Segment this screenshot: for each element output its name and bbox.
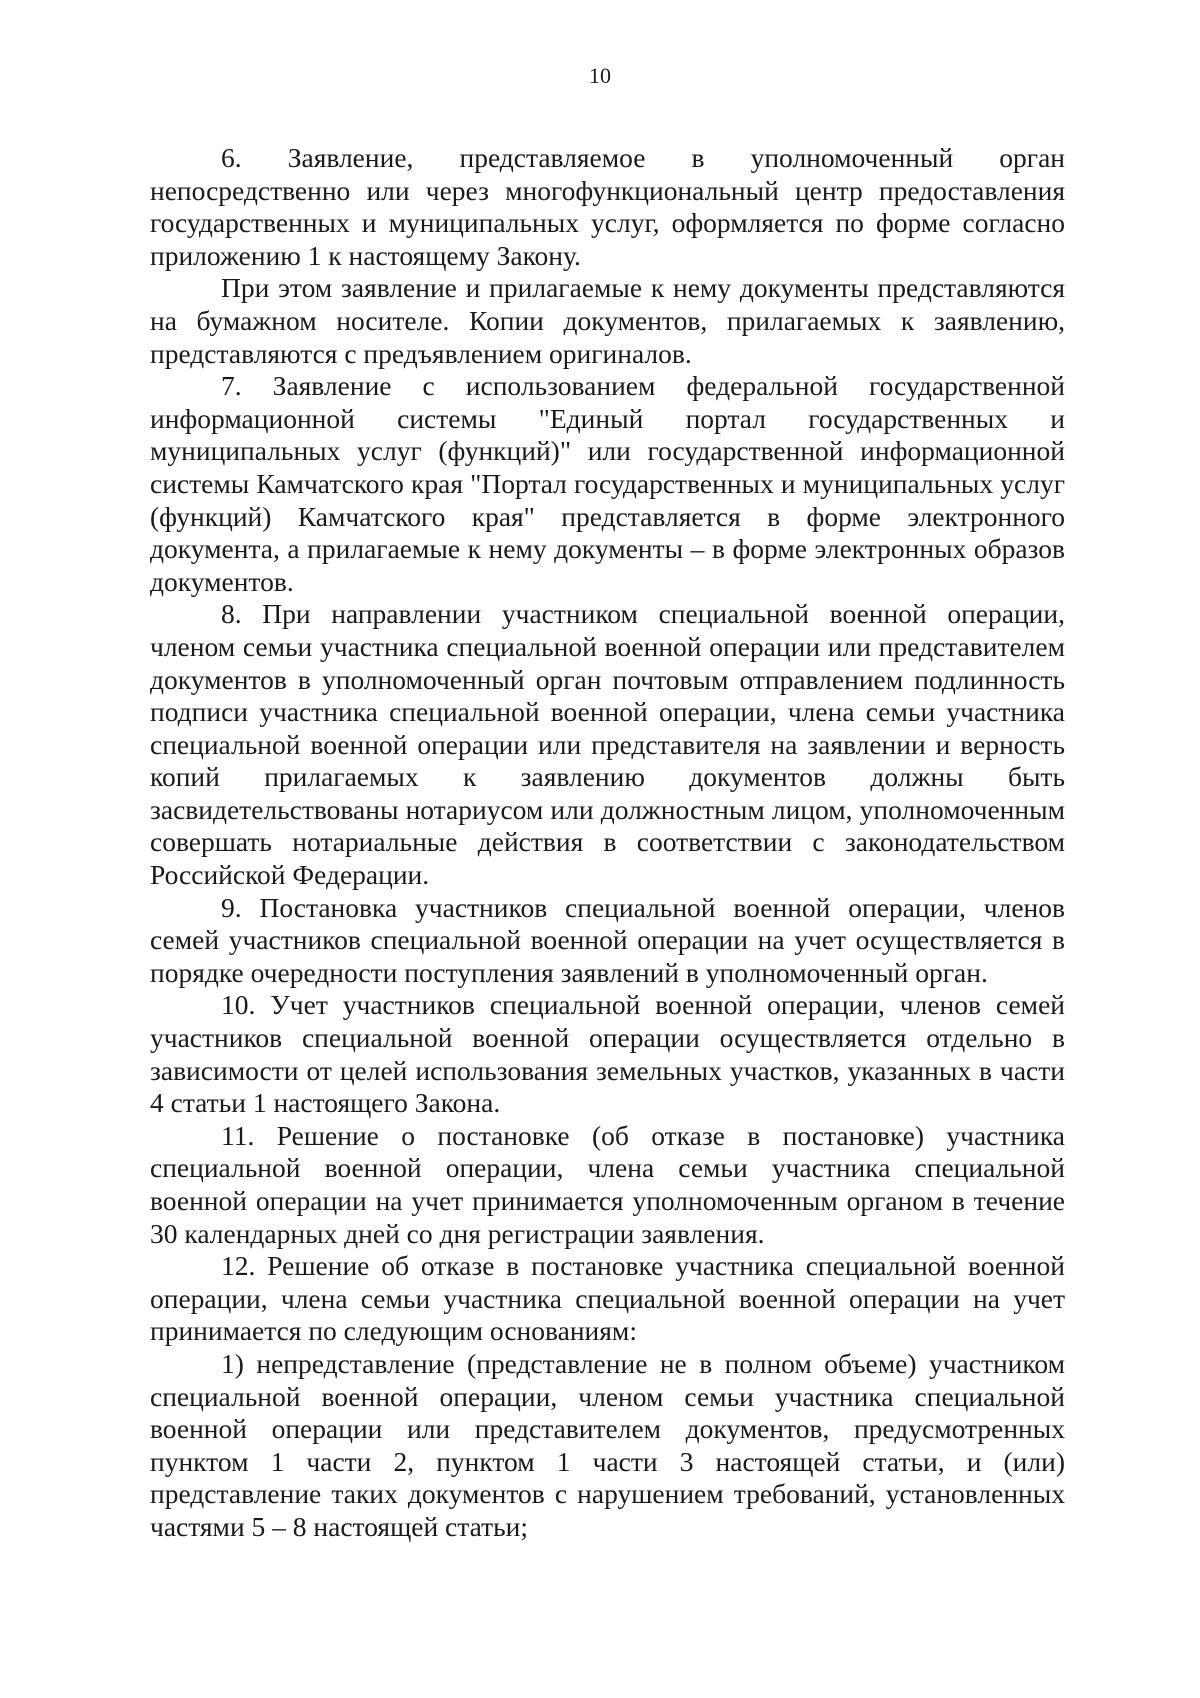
paragraph-11: 11. Решение о постановке (об отказе в постановке) участника специальной военной операции, члена семьи участника специальной военной операции на учет принимается уполномоченным органом в течение 30 календарных дней со дня регистрации заявления. [150,1119,1065,1249]
paragraph-6-continuation: При этом заявление и прилагаемые к нему документы представляются на бумажном носителе. Копии документов, прилагаемых к заявлению, представляются с предъявлением оригиналов. [150,272,1065,369]
paragraph-10: 10. Учет участников специальной военной операции, членов семей участников специальной военной операции осуществляется отдельно в зависимости от целей использования земельных участков, указанных в части 4 статьи 1 настоящего Закона. [150,989,1065,1119]
paragraph-6: 6. Заявление, представляемое в уполномоченный орган непосредственно или через многофункциональный центр предоставления государственных и муниципальных услуг, оформляется по форме согласно приложению 1 к настоящему Закону. [150,142,1065,271]
paragraph-12-item-1: 1) непредставление (представление не в полном объеме) участником специальной военной операции, членом семьи участника специальной военной операции или представителем документов, предусмотренных пунктом 1 части 2, пунктом 1 части 3 настоящей статьи, и (или) представление таких документов с нарушением требований, установленных частями 5 – 8 настоящей статьи; [150,1347,1065,1542]
document-body [150,142,1065,1544]
page-number: 10 [589,63,611,88]
paragraph-8: 8. При направлении участником специальной военной операции, членом семьи участника специальной военной операции или представителем документов в уполномоченный орган почтовым отправлением подлинность подписи участника специальной военной операции, члена семьи участника специальной военной операции или представителя на заявлении и верность копий прилагаемых к заявлению документов должны быть засвидетельствованы нотариусом или должностным лицом, уполномоченным совершать нотариальные действия в соответствии с законодательством Российской Федерации. [150,598,1065,891]
paragraph-7: 7. Заявление с использованием федеральной государственной информационной системы "Единый портал государственных и муниципальных услуг (функций)" или государственной информационной системы Камчатского края "Портал государственных и муниципальных услуг (функций) Камчатского края" представляется в форме электронного документа, а прилагаемые к нему документы – в форме электронных образов документов. [150,370,1065,597]
paragraph-9: 9. Постановка участников специальной военной операции, членов семей участников специальной военной операции на учет осуществляется в порядке очередности поступления заявлений в уполномоченный орган. [150,891,1065,988]
paragraph-12: 12. Решение об отказе в постановке участника специальной военной операции, члена семьи участника специальной военной операции на учет принимается по следующим основаниям: [150,1250,1065,1347]
